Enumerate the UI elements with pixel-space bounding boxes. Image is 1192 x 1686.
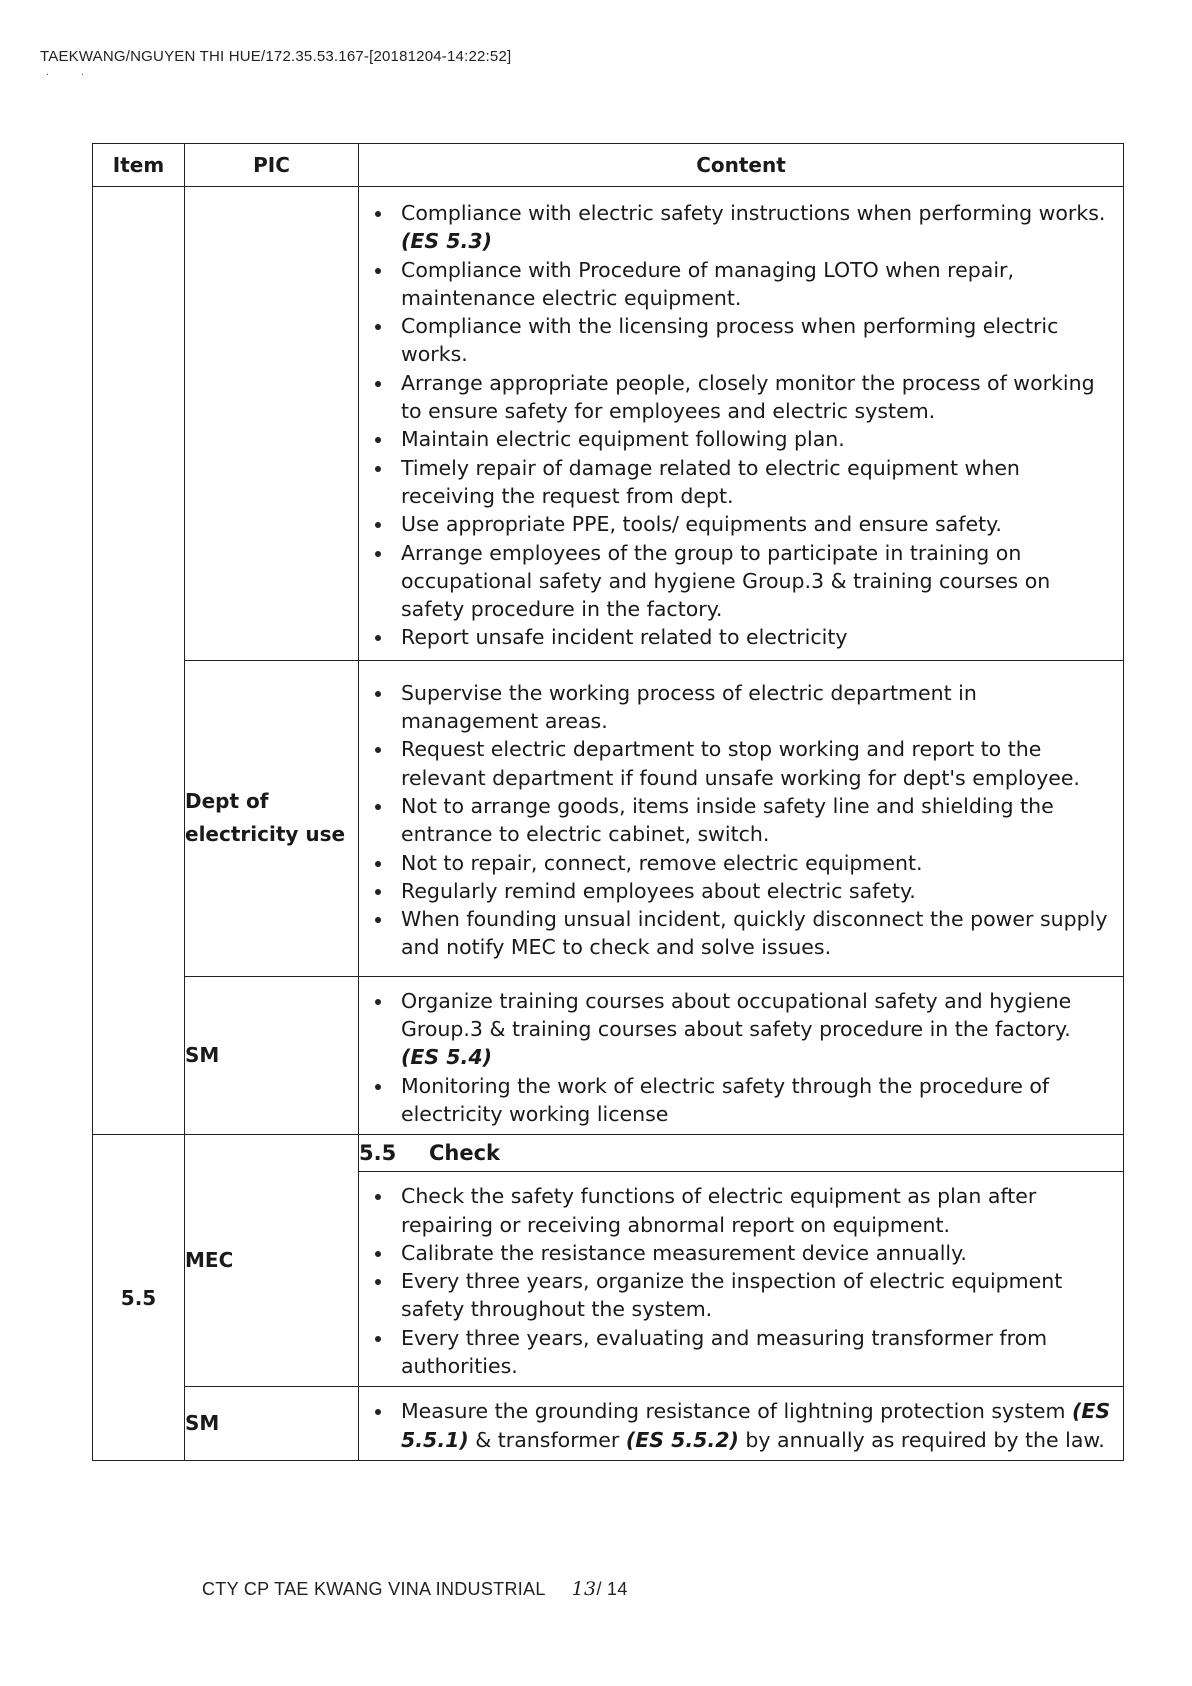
reference-code: (ES 5.5.2) xyxy=(625,1427,739,1452)
section-heading xyxy=(359,1135,1124,1172)
bullet-list xyxy=(359,1172,1123,1386)
list-item: Compliance with electric safety instructions when performing works. (ES 5.3) xyxy=(401,199,1115,256)
page-footer xyxy=(202,1578,628,1600)
table-header-row xyxy=(93,144,1124,187)
table-row xyxy=(93,1135,1124,1172)
list-item: Measure the grounding resistance of lightning protection system (ES 5.5.1) & transformer (ES 5.5.2) by annually as required by the law. xyxy=(401,1397,1115,1454)
list-item: Monitoring the work of electric safety through the procedure of electricity working license xyxy=(401,1072,1115,1129)
reference-code: (ES 5.5.1) xyxy=(401,1399,1111,1452)
page-current: 13 xyxy=(571,1578,597,1600)
list-item: Every three years, organize the inspection of electric equipment safety throughout the system. xyxy=(401,1267,1115,1324)
table-row xyxy=(93,187,1124,661)
section-title: Check xyxy=(429,1141,501,1166)
table-row xyxy=(93,1387,1124,1461)
bullet-list xyxy=(359,661,1123,976)
bullet-list xyxy=(359,187,1123,660)
pic-cell: MEC xyxy=(185,1135,359,1387)
table-row xyxy=(93,660,1124,976)
content-cell xyxy=(359,187,1124,661)
list-item: Supervise the working process of electric department in management areas. xyxy=(401,679,1115,736)
list-item: Compliance with Procedure of managing LOTO when repair, maintenance electric equipment. xyxy=(401,256,1115,313)
list-item: Arrange employees of the group to participate in training on occupational safety and hygiene Group.3 & training courses on safety procedure in the factory. xyxy=(401,539,1115,624)
reference-code: (ES 5.3) xyxy=(401,229,492,254)
list-item: When founding unsual incident, quickly disconnect the power supply and notify MEC to check and solve issues. xyxy=(401,905,1115,962)
list-item: Calibrate the resistance measurement device annually. xyxy=(401,1239,1115,1267)
pic-cell xyxy=(185,660,359,976)
content-cell xyxy=(359,1387,1124,1461)
column-header-pic: PIC xyxy=(185,144,359,187)
list-item: Request electric department to stop working and report to the relevant department if found unsafe working for dept's employee. xyxy=(401,735,1115,792)
list-item: Every three years, evaluating and measuring transformer from authorities. xyxy=(401,1324,1115,1381)
column-header-item: Item xyxy=(93,144,185,187)
table-row xyxy=(93,976,1124,1134)
item-number: 5.5 xyxy=(93,1135,185,1461)
company-name: CTY CP TAE KWANG VINA INDUSTRIAL xyxy=(202,1579,546,1599)
pic-label-line: Dept of xyxy=(185,789,269,814)
list-item: Organize training courses about occupational safety and hygiene Group.3 & training courses about safety procedure in the factory. (ES 5.4) xyxy=(401,987,1115,1072)
pic-label-line: electricity use xyxy=(185,822,346,847)
content-cell xyxy=(359,1172,1124,1387)
scan-marks: · · xyxy=(46,70,85,81)
pic-cell: SM xyxy=(185,1387,359,1461)
list-item: Maintain electric equipment following plan. xyxy=(401,425,1115,453)
bullet-list xyxy=(359,1387,1123,1460)
pic-cell-empty xyxy=(185,187,359,661)
list-item: Not to arrange goods, items inside safety line and shielding the entrance to electric cabinet, switch. xyxy=(401,792,1115,849)
list-item: Regularly remind employees about electric safety. xyxy=(401,877,1115,905)
responsibility-table xyxy=(92,143,1124,1461)
list-item: Compliance with the licensing process when performing electric works. xyxy=(401,312,1115,369)
list-item: Use appropriate PPE, tools/ equipments and ensure safety. xyxy=(401,510,1115,538)
list-item: Timely repair of damage related to electric equipment when receiving the request from dept. xyxy=(401,454,1115,511)
print-stamp: TAEKWANG/NGUYEN THI HUE/172.35.53.167-[20181204-14:22:52] xyxy=(40,48,512,65)
content-cell xyxy=(359,660,1124,976)
page-total: / 14 xyxy=(596,1579,628,1599)
item-cell-empty xyxy=(93,187,185,1135)
list-item: Check the safety functions of electric equipment as plan after repairing or receiving abnormal report on equipment. xyxy=(401,1182,1115,1239)
page-number xyxy=(572,1579,628,1599)
pic-cell: SM xyxy=(185,976,359,1134)
bullet-list xyxy=(359,977,1123,1134)
list-item: Report unsafe incident related to electricity xyxy=(401,623,1115,651)
list-item: Arrange appropriate people, closely monitor the process of working to ensure safety for employees and electric system. xyxy=(401,369,1115,426)
column-header-content: Content xyxy=(359,144,1124,187)
section-number: 5.5 xyxy=(359,1141,397,1166)
list-item: Not to repair, connect, remove electric equipment. xyxy=(401,849,1115,877)
content-cell xyxy=(359,976,1124,1134)
reference-code: (ES 5.4) xyxy=(401,1045,492,1070)
